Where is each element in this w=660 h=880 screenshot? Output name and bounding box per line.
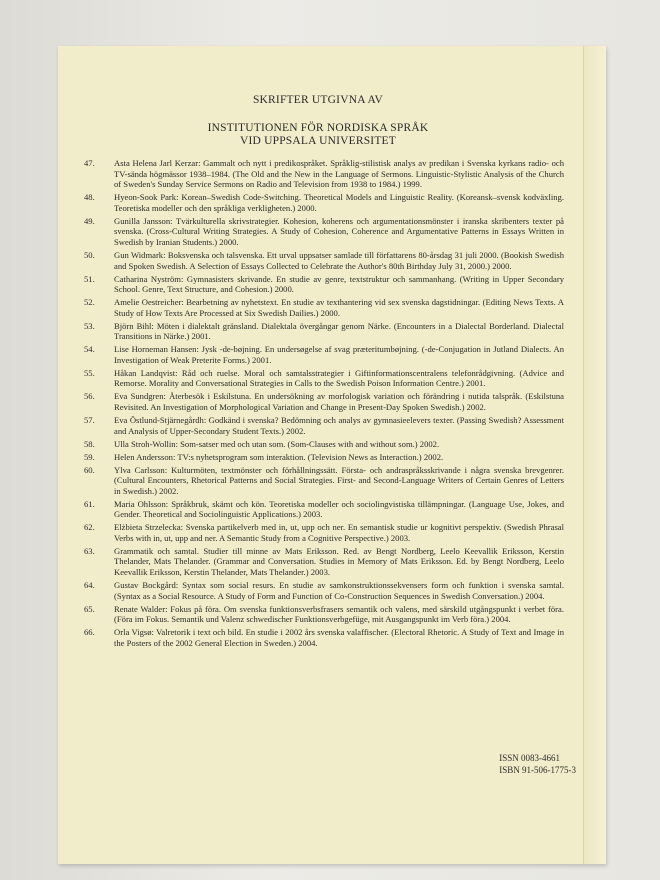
entry-text: Gustav Bockgård: Syntax som social resurs. En studie av samkonstruktionssekvensers form och funktion i svenska samtal. (Syntax as a Social Resource. A Study of Form and Function of Co-Construction Sequences in Swedish Conversation.) 2004.	[114, 580, 564, 601]
list-item	[84, 604, 564, 625]
entry-text: Gunilla Jansson: Tvärkulturella skrivstrategier. Kohesion, koherens och argumentationsmönster i iranska skribenters texter på svenska. (Cross-Cultural Writing Strategies. A Study of Cohesion, Coherence and Argumentative Patterns in Essays Written in Swedish by Iranian Students.) 2000.	[114, 215, 564, 247]
list-item	[84, 415, 564, 436]
list-item	[84, 627, 564, 648]
entry-text: Asta Helena Jarl Kerzar: Gammalt och nytt i predikospråket. Språklig-stilistisk analys av predikan i Svenska kyrkans radio- och TV-sända högmässor 1938–1984. (The Old and the New in the Language of Sermons. Linguistic-Stylistic Analysis of the Church of Sweden's Sunday Service Sermons on Radio and Television from 1938 to 1984.) 1999.	[114, 158, 564, 190]
entry-text: Eva Östlund-Stjärnegårdh: Godkänd i svenska? Bedömning och analys av gymnasieelevers texter. (Passing Swedish? Assessment and Analysis of Upper-Secondary Student Texts.) 2002.	[114, 414, 564, 436]
list-item	[84, 452, 564, 463]
entry-text: Ulla Stroh-Wollin: Som-satser med och utan som. (Som-Clauses with and without som.) 2002.	[114, 438, 440, 449]
list-item	[84, 344, 564, 365]
entry-text: Helen Andersson: TV:s nyhetsprogram som interaktion. (Television News as Interaction.) 2002.	[114, 451, 444, 462]
entry-number: 52.	[84, 297, 95, 308]
entry-number: 61.	[84, 498, 95, 509]
entry-number: 53.	[84, 320, 95, 331]
list-item	[84, 297, 564, 318]
series-heading: SKRIFTER UTGIVNA AV	[252, 94, 384, 106]
entry-text: Hyeon-Sook Park: Korean–Swedish Code-Switching. Theoretical Models and Linguistic Reality. (Koreansk–svensk kodväxling. Teoretiska modeller och den språkliga verkligheten.) 2000.	[114, 192, 564, 213]
list-item	[84, 499, 564, 520]
list-item	[84, 216, 564, 248]
issn-number: ISSN 0083-4661	[499, 753, 561, 763]
entry-number: 47.	[84, 158, 95, 168]
entry-number: 66.	[84, 627, 95, 638]
list-item	[84, 546, 564, 578]
entry-text: Gun Widmark: Boksvenska och talsvenska. Ett urval uppsatser samlade till författarens 80-årsdag 31 juli 2000. (Bookish Swedish and Spoken Swedish. A Selection of Essays Collected to Celebrate the Author's 80th Birthday July 31, 2000.) 2000.	[114, 249, 564, 271]
entry-text: Eva Sundgren: Återbesök i Eskilstuna. En undersökning av morfologisk variation och förändring i nutida talspråk. (Eskilstuna Revisited. An Investigation of Morphological Variation and Change in Present-Day Spoken Swedish.) 2002.	[114, 391, 564, 412]
entry-number: 57.	[84, 414, 95, 425]
list-item	[84, 368, 564, 389]
entry-number: 48.	[84, 192, 95, 203]
entry-text: Catharina Nyström: Gymnasisters skrivande. En studie av genre, textstruktur och sammanhang. (Writing in Upper Secondary School. Genre, Text Structure, and Cohesion.) 2000.	[114, 273, 564, 295]
entry-number: 64.	[84, 580, 95, 591]
list-item	[84, 274, 564, 295]
entry-number: 54.	[84, 344, 95, 355]
entry-text: Håkan Landqvist: Råd och ruelse. Moral och samtalsstrategier i Giftinformationscentralens telefonrådgivning. (Advice and Remorse. Morality and Conversational Strategies in Calls to the Swedish Poison Information Centre.) 2001.	[114, 367, 564, 389]
entry-text: Grammatik och samtal. Studier till minne av Mats Eriksson. Red. av Bengt Nordberg, Leelo Keevallik Eriksson, Kerstin Thelander, Mats Thelander. (Grammar and Conversation. Studies in Memory of Mats Eriksson. Ed. by Bengt Nordberg, Leelo Keevallik Eriksson, Kerstin Thelander, Mats Thelander.) 2003.	[114, 545, 564, 578]
entry-text: Ylva Carlsson: Kulturmöten, textmönster och förhållningssätt. Första- och andraspråksskrivande i några svenska brevgenrer. (Cultural Encounters, Rhetorical Patterns and Social Strategies. First- and Second-Language Writers of Certain Genres of Letters in Swedish.) 2002.	[114, 464, 564, 496]
entry-number: 60.	[84, 464, 95, 475]
list-item	[84, 321, 564, 342]
entry-number: 62.	[84, 522, 95, 533]
entry-text: Björn Bihl: Möten i dialektalt gränsland. Dialektala övergångar genom Närke. (Encounters in a Dialectal Borderland. Dialectal Transitions in Närke.) 2001.	[114, 320, 564, 342]
university-heading: VID UPPSALA UNIVERSITET	[239, 135, 397, 147]
publication-list	[84, 158, 564, 651]
book-back-cover	[58, 46, 606, 864]
isbn-number: ISBN 91-506-1775-3	[499, 765, 576, 775]
entry-number: 58.	[84, 438, 95, 449]
list-item	[84, 391, 564, 412]
entry-number: 49.	[84, 215, 95, 226]
entry-number: 56.	[84, 391, 95, 402]
entry-number: 55.	[84, 367, 95, 378]
entry-text: Amelie Oestreicher: Bearbetning av nyhetstext. En studie av texthantering vid sex svenska dagstidningar. (Editing News Texts. A Study of How Texts Are Processed at Six Swedish Dailies.) 2000.	[114, 297, 564, 318]
list-item	[84, 192, 564, 213]
entry-text: Maria Ohlsson: Språkbruk, skämt och kön. Teoretiska modeller och sociolingvistiska tillämpningar. (Language Use, Jokes, and Gender. Theoretical and Sociolinguistic Applications.) 2003.	[114, 498, 564, 520]
entry-number: 50.	[84, 249, 95, 260]
institution-heading: INSTITUTIONEN FÖR NORDISKA SPRÅK	[207, 122, 429, 134]
entry-number: 63.	[84, 545, 95, 556]
entry-text: Elżbieta Strzelecka: Svenska partikelverb med in, ut, upp och ner. En semantisk studie ur kognitivt perspektiv. (Swedish Phrasal Verbs with in, ut, upp and ner. A Semantic Study from a Cognitive Perspective.) 2003.	[114, 522, 564, 543]
list-item	[84, 580, 564, 601]
entry-number: 59.	[84, 451, 95, 462]
list-item	[84, 465, 564, 497]
list-item	[84, 522, 564, 543]
list-item	[84, 158, 564, 190]
entry-text: Orla Vigsø: Valretorik i text och bild. En studie i 2002 års svenska valaffischer. (Electoral Rhetoric. A Study of Text and Image in the Posters of the 2002 General Election in Sweden.) 2004.	[114, 627, 564, 648]
book-spine-edge	[583, 46, 606, 864]
entry-number: 65.	[84, 603, 95, 614]
list-item	[84, 439, 564, 450]
list-item	[84, 250, 564, 271]
entry-text: Renate Walder: Fokus på föra. Om svenska funktionsverbsfrasers semantik och valens, med särskild utgångspunkt i verbet föra. (Föra im Fokus. Semantik und Valenz schwedischer Funktionsverbgefüge, mit Ausgangspunkt im Verb föra.) 2004.	[114, 603, 564, 625]
entry-text: Lise Horneman Hansen: Jysk -de-bøjning. En undersøgelse af svag præteritumbøjning. (-de-Conjugation in Jutland Dialects. An Investigation of Weak Preterite Forms.) 2001.	[114, 344, 564, 365]
entry-number: 51.	[84, 273, 95, 284]
identifier-block	[499, 752, 576, 776]
